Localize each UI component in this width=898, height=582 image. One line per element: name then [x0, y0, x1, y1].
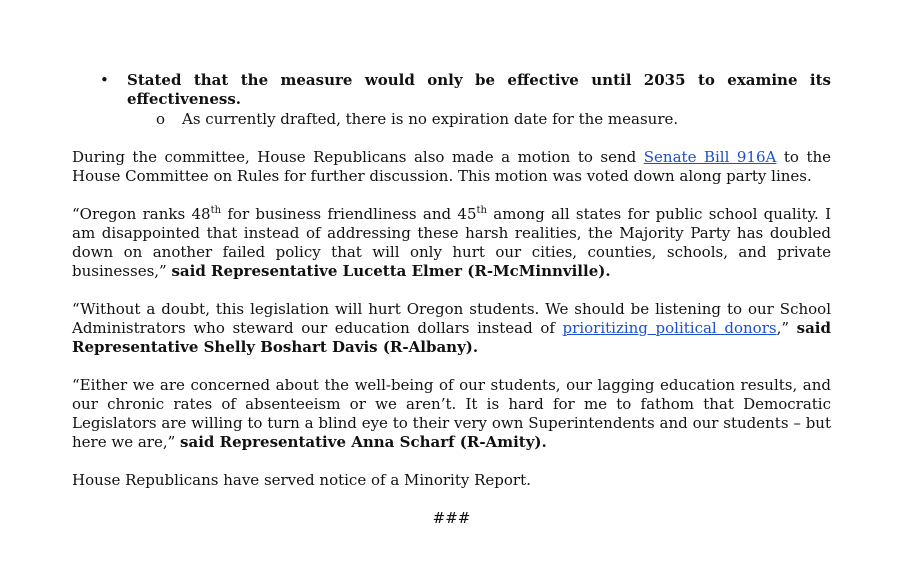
paragraph-committee-motion [72, 148, 831, 186]
bullet-text: Stated that the measure would only be effective until 2035 to examine its effectiveness. [127, 71, 831, 108]
paragraph-elmer-quote [72, 205, 831, 281]
superscript: th [210, 205, 222, 216]
sub-bullet-item [72, 110, 831, 129]
sub-bullet-text: As currently drafted, there is no expiration date for the measure. [182, 110, 679, 128]
attribution: said Representative Anna Scharf (R-Amity). [180, 433, 547, 451]
text: among all states for public school quality. I am disappointed that instead of addressing these harsh realities, the Majority Party has doubled down on another failed policy that will only hurt our cities, counties, schools, and private businesses,” [72, 205, 831, 280]
document-page [72, 71, 831, 528]
text: ,” [776, 319, 797, 337]
text: During the committee, House Republicans also made a motion to send [72, 148, 644, 166]
paragraph-scharf-quote [72, 376, 831, 452]
text: for business friendliness and 45 [221, 205, 477, 223]
superscript: th [476, 205, 487, 216]
text: “Oregon ranks 48 [72, 205, 211, 223]
political-donors-link[interactable]: prioritizing political donors [562, 319, 777, 337]
attribution: said Representative Shelly Boshart Davis (R-Albany). [72, 319, 831, 356]
attribution: said Representative Lucetta Elmer (R-McMinnville). [171, 262, 611, 280]
hollow-circle-bullet-icon: o [156, 110, 166, 128]
bullet-item [72, 71, 831, 109]
senate-bill-link[interactable]: Senate Bill 916A [643, 148, 777, 166]
text: “Without a doubt, this legislation will hurt Oregon students. We should be listening to our School Administrators who steward our education dollars instead of [72, 300, 831, 337]
bullet-dot-icon: • [100, 71, 109, 89]
paragraph-davis-quote [72, 300, 831, 357]
text: to the House Committee on Rules for further discussion. This motion was voted down along party lines. [72, 148, 832, 185]
end-mark: ### [432, 509, 471, 527]
paragraph-minority-report: House Republicans have served notice of a Minority Report. [72, 471, 531, 489]
text: “Either we are concerned about the well-being of our students, our lagging education results, and our chronic rates of absenteeism or we aren’t. It is hard for me to fathom that Democratic Legislators are willing to turn a blind eye to their very own Superintendents and our students – but here we are,” [72, 376, 831, 451]
